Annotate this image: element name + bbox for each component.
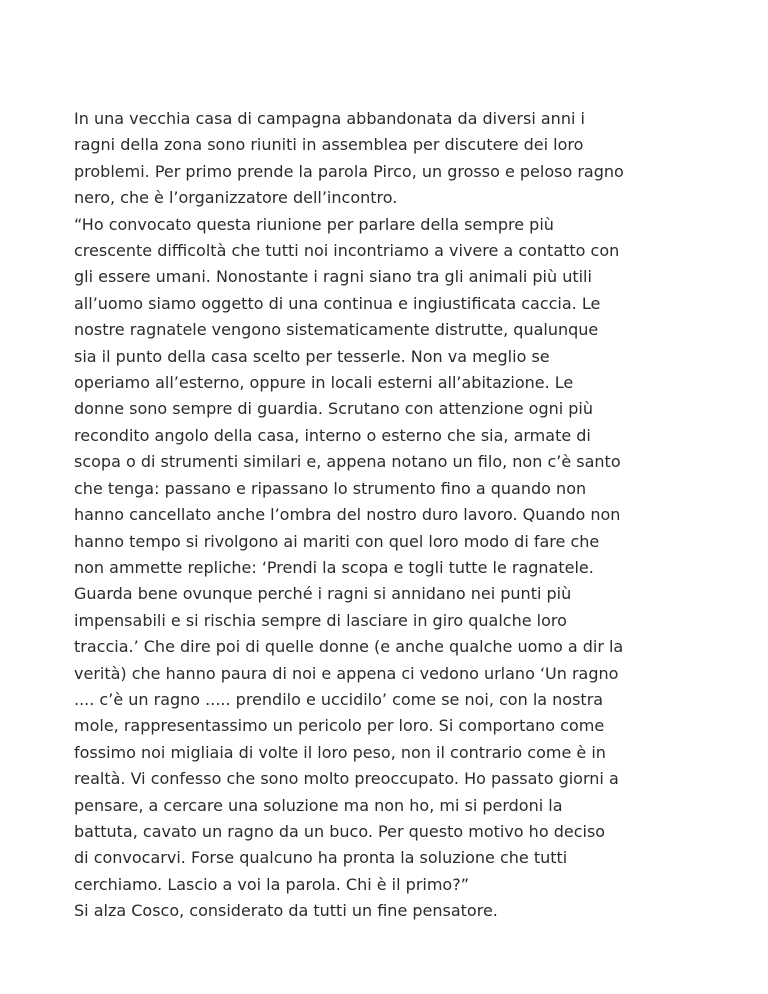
text-line: .... c’è un ragno ..... prendilo e uccidilo’ come se noi, con la nostra <box>74 689 604 709</box>
text-line: mole, rappresentassimo un pericolo per loro. Si comportano come <box>74 716 605 736</box>
text-line: pensare, a cercare una soluzione ma non ho, mi si perdoni la <box>74 795 563 815</box>
text-line: sia il punto della casa scelto per tesserle. Non va meglio se <box>74 346 550 366</box>
text-line: hanno tempo si rivolgono ai mariti con quel loro modo di fare che <box>74 531 600 551</box>
text-line: recondito angolo della casa, interno o esterno che sia, armate di <box>74 425 591 445</box>
text-line: impensabili e si rischia sempre di lasciare in giro qualche loro <box>74 610 567 630</box>
text-line: di convocarvi. Forse qualcuno ha pronta la soluzione che tutti <box>74 848 568 868</box>
text-line: verità) che hanno paura di noi e appena ci vedono urlano ‘Un ragno <box>74 663 619 683</box>
text-line: crescente difficoltà che tutti noi incontriamo a vivere a contatto con <box>74 241 620 261</box>
text-line: realtà. Vi confesso che sono molto preoccupato. Ho passato giorni a <box>74 769 619 789</box>
text-line: operiamo all’esterno, oppure in locali esterni all’abitazione. Le <box>74 373 574 393</box>
document-page <box>74 106 714 925</box>
text-line: In una vecchia casa di campagna abbandonata da diversi anni i <box>74 109 585 128</box>
text-line: traccia.’ Che dire poi di quelle donne (e anche qualche uomo a dir la <box>74 637 624 657</box>
story-text <box>74 106 714 925</box>
text-line: non ammette repliche: ‘Prendi la scopa e togli tutte le ragnatele. <box>74 557 594 577</box>
text-line: all’uomo siamo oggetto di una continua e ingiustificata caccia. Le <box>74 293 601 313</box>
text-line: Guarda bene ovunque perché i ragni si annidano nei punti più <box>74 584 572 604</box>
text-line: “Ho convocato questa riunione per parlare della sempre più <box>74 214 554 234</box>
text-line: che tenga: passano e ripassano lo strumento fino a quando non <box>74 478 587 498</box>
text-line: nostre ragnatele vengono sistematicamente distrutte, qualunque <box>74 320 599 340</box>
text-line: nero, che è l’organizzatore dell’incontro. <box>74 188 398 208</box>
text-line: Si alza Cosco, considerato da tutti un fine pensatore. <box>74 901 498 921</box>
text-line: battuta, cavato un ragno da un buco. Per questo motivo ho deciso <box>74 821 606 841</box>
text-line: hanno cancellato anche l’ombra del nostro duro lavoro. Quando non <box>74 505 621 525</box>
text-line: fossimo noi migliaia di volte il loro peso, non il contrario come è in <box>74 742 606 762</box>
text-line: gli essere umani. Nonostante i ragni siano tra gli animali più utili <box>74 267 592 287</box>
text-line: scopa o di strumenti similari e, appena notano un filo, non c’è santo <box>74 452 621 472</box>
text-line: ragni della zona sono riuniti in assemblea per discutere dei loro <box>74 135 584 155</box>
text-line: donne sono sempre di guardia. Scrutano con attenzione ogni più <box>74 399 594 419</box>
text-line: cerchiamo. Lascio a voi la parola. Chi è il primo?” <box>74 874 469 894</box>
text-line: problemi. Per primo prende la parola Pirco, un grosso e peloso ragno <box>74 161 624 181</box>
